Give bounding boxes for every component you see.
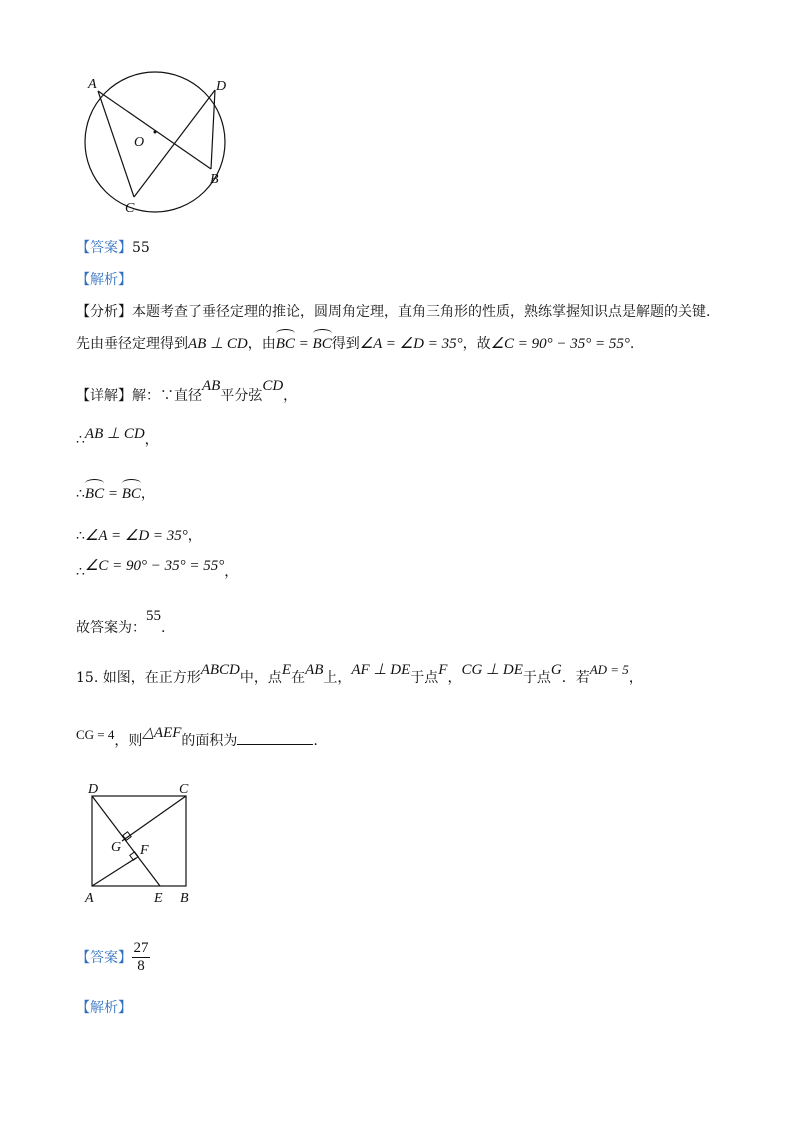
- math-angle-c: ∠C = 90° − 35° = 55°: [490, 336, 630, 352]
- label-e: E: [154, 891, 163, 906]
- question-15-line-2: [76, 725, 318, 751]
- text: ，则: [114, 733, 143, 749]
- math-ad: AD = 5: [589, 662, 629, 677]
- square-figure: [80, 778, 200, 906]
- math-ab: AB: [305, 662, 324, 678]
- label-c: C: [125, 201, 135, 216]
- segment-de: [92, 796, 160, 886]
- text: ，故: [462, 336, 491, 352]
- text: 于点: [410, 670, 439, 686]
- text: .: [161, 620, 166, 636]
- text: 上，: [323, 670, 352, 686]
- answer-tag: 【答案】: [76, 949, 132, 966]
- text: ，: [447, 670, 462, 686]
- fenxi-line: [76, 302, 710, 322]
- label-c: C: [179, 782, 189, 797]
- answer-value: 55: [132, 240, 150, 256]
- fenxi-line-2: [76, 334, 634, 354]
- step-2: [76, 484, 155, 504]
- chord-cd: [134, 90, 215, 197]
- text: 15. 如图，在正方形: [76, 670, 201, 686]
- label-d: D: [88, 782, 99, 797]
- arc-bc: BC: [275, 336, 295, 352]
- step-1: [76, 426, 159, 450]
- answer-blank: [237, 730, 313, 745]
- analysis-tag-2: [76, 998, 132, 1018]
- analysis-tag: 【解析】: [76, 1000, 132, 1016]
- text: .: [629, 336, 635, 352]
- math-af-perp: AF ⊥ DE: [351, 662, 411, 678]
- math-cg: CG = 4: [76, 727, 115, 742]
- text: .: [313, 733, 318, 749]
- answer-value: 55: [146, 608, 161, 624]
- text: ，: [140, 486, 155, 502]
- math-g: G: [550, 662, 562, 678]
- arc-bc: BC: [312, 336, 332, 352]
- label-b: B: [180, 891, 189, 906]
- text: 的面积为: [181, 733, 238, 749]
- text: 平分弦: [220, 388, 263, 404]
- answer-tag: 【答案】: [76, 240, 132, 256]
- detail-line: [76, 378, 298, 406]
- text: ，: [144, 432, 159, 448]
- text: 中，点: [239, 670, 282, 686]
- text: ，: [283, 388, 298, 404]
- circle-outline: [85, 72, 225, 212]
- therefore-symbol: ∴: [76, 528, 85, 544]
- answer-fraction: [132, 940, 150, 975]
- text: ，: [187, 528, 202, 544]
- segment-cg: [122, 796, 186, 841]
- fenxi-text: 本题考查了垂径定理的推论，圆周角定理，直角三角形的性质，熟练掌握知识点是解题的关键.: [132, 304, 711, 320]
- text: 解：∵直径: [132, 388, 202, 404]
- label-a: A: [88, 77, 97, 92]
- label-a: A: [85, 891, 94, 906]
- text: 故答案为：: [76, 620, 146, 636]
- math-e: E: [281, 662, 292, 678]
- circle-figure: [70, 60, 250, 220]
- text: ，: [628, 670, 643, 686]
- label-b: B: [210, 172, 219, 187]
- therefore-symbol: ∴: [76, 564, 85, 580]
- analysis-tag: 【解析】: [76, 272, 132, 288]
- final-answer-1: [76, 608, 166, 638]
- chord-ac: [98, 91, 134, 197]
- text: 在: [291, 670, 306, 686]
- label-o: O: [134, 135, 145, 150]
- math-angle: ∠A = ∠D = 35°: [359, 336, 463, 352]
- answer-2: [76, 940, 150, 975]
- analysis-tag-1: [76, 270, 132, 290]
- arc-bc: BC: [121, 486, 141, 502]
- fraction-denominator: 8: [137, 958, 145, 974]
- answer-1: [76, 238, 150, 258]
- text: ，: [224, 564, 239, 580]
- text: 先由垂径定理得到: [76, 336, 188, 352]
- square-abcd: [92, 796, 186, 886]
- label-f: F: [140, 843, 149, 858]
- segment-af: [92, 858, 136, 886]
- math-triangle: △AEF: [142, 725, 182, 741]
- math-abcd: ABCD: [200, 662, 240, 678]
- equals: =: [294, 336, 313, 352]
- therefore-symbol: ∴: [76, 432, 85, 448]
- math-perp: AB ⊥ CD: [188, 336, 248, 352]
- fenxi-tag: 【分析】: [76, 304, 132, 320]
- text: 得到: [331, 336, 360, 352]
- math-step: ∠A = ∠D = 35°: [84, 528, 188, 544]
- math-step: ∠C = 90° − 35° = 55°: [84, 558, 225, 574]
- center-point: [154, 131, 157, 134]
- math-ab: AB: [202, 378, 221, 394]
- step-3: [76, 526, 202, 546]
- label-g: G: [111, 840, 122, 855]
- step-4: [76, 558, 239, 582]
- equals: =: [104, 486, 122, 502]
- question-15: [76, 662, 643, 688]
- arc-bc: BC: [84, 486, 105, 502]
- text: ．若: [561, 670, 590, 686]
- diameter-ab: [98, 91, 211, 169]
- therefore-symbol: ∴: [76, 486, 85, 502]
- text: ，由: [247, 336, 276, 352]
- math-f: F: [438, 662, 448, 678]
- text: 于点: [522, 670, 551, 686]
- detail-tag: 【详解】: [76, 388, 132, 404]
- fraction-numerator: 27: [133, 940, 149, 956]
- math-cd: CD: [262, 378, 284, 394]
- label-d: D: [216, 79, 227, 94]
- math-step: AB ⊥ CD: [84, 426, 145, 442]
- math-cg-perp: CG ⊥ DE: [461, 662, 523, 678]
